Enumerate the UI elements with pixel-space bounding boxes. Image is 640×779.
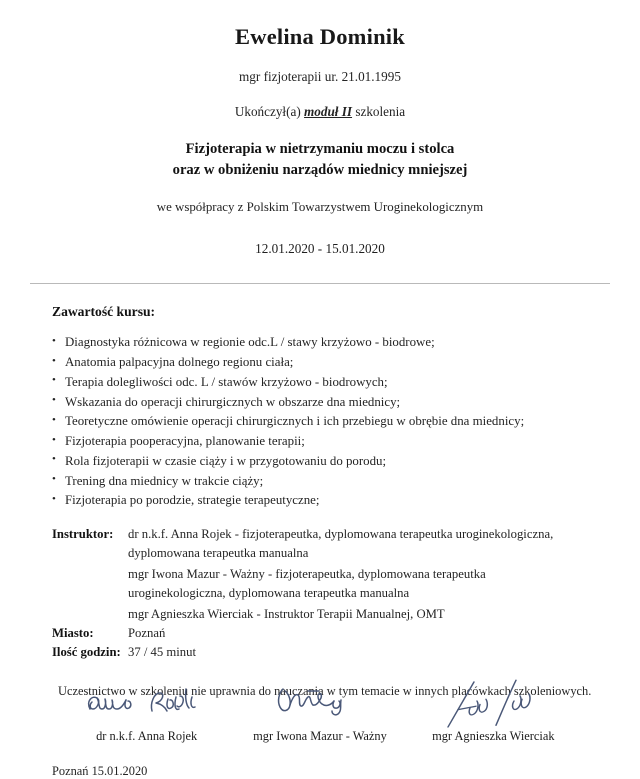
instructor-label: Instruktor: (52, 527, 114, 542)
training-disclaimer: Uczestnictwo w szkoleniu nie uprawnia do nauczania w tym temacie w innych placówkach szkoleniowych. (58, 684, 592, 699)
city-row (52, 624, 640, 643)
hours-row (52, 643, 640, 662)
course-contents-list (0, 320, 640, 511)
instructor-line: mgr Iwona Mazur - Ważny - fizjoterapeutka, dyplomowana terapeutka (128, 567, 486, 582)
signature-block-anna-rojek (60, 729, 233, 744)
signatory-name: dr n.k.f. Anna Rojek (96, 729, 198, 744)
signature-block-agnieszka-wierciak (407, 729, 580, 744)
module-name: moduł II (304, 104, 353, 119)
instructor-row (52, 525, 640, 624)
instructor-line: uroginekologiczna, dyplomowana terapeutka manualna (128, 586, 410, 601)
signatory-name: mgr Iwona Mazur - Ważny (253, 729, 387, 744)
completion-statement (0, 85, 640, 120)
completion-suffix: szkolenia (355, 104, 406, 119)
instructor-entry (128, 605, 640, 624)
instructor-values (128, 525, 640, 624)
instructor-line: dr n.k.f. Anna Rojek - fizjoterapeutka, dyplomowana terapeutka uroginekologiczna, (128, 527, 554, 542)
cooperation-statement: we współpracy z Polskim Towarzystwem Uroginekologicznym (156, 200, 484, 215)
recipient-name: Ewelina Dominik (235, 24, 405, 49)
instructor-entry (128, 525, 640, 563)
list-item: • Terapia dolegliwości odc. L / stawów krzyżowo - biodrowych; (52, 373, 640, 393)
list-item: • Diagnostyka różnicowa w regionie odc.L / stawy krzyżowo - biodrowe; (52, 333, 640, 353)
signatory-name: mgr Agnieszka Wierciak (432, 729, 555, 744)
course-title (0, 120, 640, 180)
completion-prefix: Ukończył(a) (234, 104, 301, 119)
instructor-line: mgr Agnieszka Wierciak - Instruktor Terapii Manualnej, OMT (128, 607, 445, 622)
list-item: • Fizjoterapia pooperacyjna, planowanie terapii; (52, 432, 640, 452)
list-item: • Trening dna miednicy w trakcie ciąży; (52, 472, 640, 492)
place-and-issue-date: Poznań 15.01.2020 (52, 764, 148, 779)
hours-label: Ilość godzin: (52, 645, 121, 660)
course-title-line-2: oraz w obniżeniu narządów miednicy mniejszej (172, 161, 468, 178)
list-item: • Teoretyczne omówienie operacji chirurgicznych i ich przebiegu w obrębie dna miednicy; (52, 412, 640, 432)
city-label: Miasto: (52, 626, 94, 641)
signature-row (60, 699, 580, 744)
signature-block-iwona-mazur-wazny (233, 729, 406, 744)
city-value: Poznań (128, 626, 166, 641)
list-item: • Anatomia palpacyjna dolnego regionu ciała; (52, 353, 640, 373)
instructor-line: dyplomowana terapeutka manualna (128, 546, 309, 561)
course-contents-heading: Zawartość kursu: (52, 304, 156, 320)
course-dates: 12.01.2020 - 15.01.2020 (255, 241, 385, 257)
list-item: • Rola fizjoterapii w czasie ciąży i w przygotowaniu do porodu; (52, 452, 640, 472)
instructor-entry (128, 565, 640, 603)
list-item: • Fizjoterapia po porodzie, strategie terapeutyczne; (52, 491, 640, 511)
list-item: • Wskazania do operacji chirurgicznych w obszarze dna miednicy; (52, 393, 640, 413)
course-title-line-1: Fizjoterapia w nietrzymaniu moczu i stolca (185, 141, 455, 157)
hours-value: 37 / 45 minut (128, 645, 197, 660)
recipient-qualification-and-birthdate: mgr fizjoterapii ur. 21.01.1995 (239, 69, 401, 84)
